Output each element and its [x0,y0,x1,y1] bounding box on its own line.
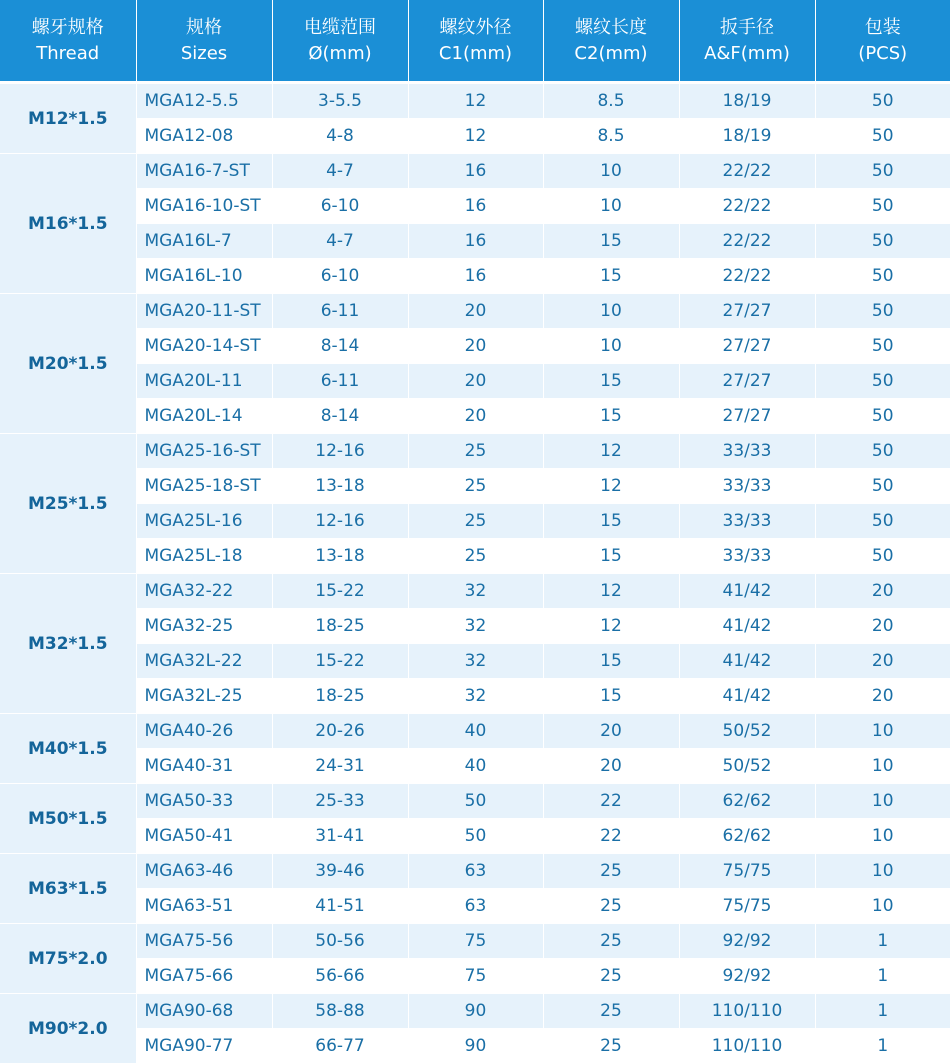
table-row [0,189,950,224]
af-cell: 62/62 [679,784,815,819]
model-cell: MGA32-22 [136,574,272,609]
header-pcs-en: (PCS) [816,41,950,67]
af-cell: 27/27 [679,329,815,364]
table-row [0,434,950,469]
af-cell: 110/110 [679,1029,815,1064]
table-row [0,679,950,714]
af-cell: 27/27 [679,399,815,434]
table-row [0,224,950,259]
pcs-cell: 50 [815,224,950,259]
cable-range-cell: 6-11 [272,364,408,399]
table-row [0,644,950,679]
c1-cell: 25 [408,504,543,539]
pcs-cell: 50 [815,83,950,119]
table-row [0,994,950,1029]
header-row [0,0,950,83]
pcs-cell: 50 [815,399,950,434]
pcs-cell: 1 [815,924,950,959]
c1-cell: 40 [408,714,543,749]
model-cell: MGA40-31 [136,749,272,784]
thread-cell: M75*2.0 [0,924,136,994]
af-cell: 33/33 [679,469,815,504]
af-cell: 62/62 [679,819,815,854]
af-cell: 22/22 [679,189,815,224]
model-cell: MGA32L-22 [136,644,272,679]
c2-cell: 25 [543,854,679,889]
c1-cell: 20 [408,364,543,399]
pcs-cell: 10 [815,889,950,924]
cable-range-cell: 4-7 [272,154,408,189]
model-cell: MGA25-18-ST [136,469,272,504]
c1-cell: 12 [408,83,543,119]
c1-cell: 25 [408,434,543,469]
af-cell: 75/75 [679,854,815,889]
thread-cell: M50*1.5 [0,784,136,854]
cable-range-cell: 8-14 [272,399,408,434]
af-cell: 27/27 [679,294,815,329]
cable-range-cell: 3-5.5 [272,83,408,119]
c2-cell: 10 [543,189,679,224]
cable-range-cell: 6-10 [272,189,408,224]
pcs-cell: 50 [815,539,950,574]
model-cell: MGA20-11-ST [136,294,272,329]
table-row [0,854,950,889]
model-cell: MGA32-25 [136,609,272,644]
model-cell: MGA20-14-ST [136,329,272,364]
header-af-zh: 扳手径 [680,15,815,41]
c1-cell: 90 [408,1029,543,1064]
cable-range-cell: 6-10 [272,259,408,294]
header-sizes-en: Sizes [137,41,272,67]
c1-cell: 32 [408,609,543,644]
c1-cell: 16 [408,154,543,189]
pcs-cell: 10 [815,749,950,784]
af-cell: 22/22 [679,259,815,294]
model-cell: MGA50-41 [136,819,272,854]
model-cell: MGA40-26 [136,714,272,749]
c2-cell: 12 [543,434,679,469]
c2-cell: 15 [543,364,679,399]
model-cell: MGA16-10-ST [136,189,272,224]
model-cell: MGA90-77 [136,1029,272,1064]
c2-cell: 15 [543,539,679,574]
cable-range-cell: 39-46 [272,854,408,889]
c1-cell: 40 [408,749,543,784]
c1-cell: 20 [408,294,543,329]
header-sizes [136,0,272,83]
cable-range-cell: 13-18 [272,539,408,574]
table-row [0,329,950,364]
c1-cell: 50 [408,784,543,819]
model-cell: MGA90-68 [136,994,272,1029]
model-cell: MGA16L-10 [136,259,272,294]
table-row [0,609,950,644]
thread-cell: M32*1.5 [0,574,136,714]
header-c1 [408,0,543,83]
pcs-cell: 50 [815,259,950,294]
cable-range-cell: 25-33 [272,784,408,819]
cable-range-cell: 13-18 [272,469,408,504]
af-cell: 92/92 [679,924,815,959]
c2-cell: 12 [543,609,679,644]
thread-cell: M16*1.5 [0,154,136,294]
table-row [0,574,950,609]
table-row [0,714,950,749]
pcs-cell: 1 [815,994,950,1029]
cable-range-cell: 18-25 [272,679,408,714]
thread-cell: M90*2.0 [0,994,136,1064]
c1-cell: 50 [408,819,543,854]
c2-cell: 15 [543,679,679,714]
table-row [0,294,950,329]
af-cell: 41/42 [679,679,815,714]
pcs-cell: 1 [815,959,950,994]
table-row [0,959,950,994]
af-cell: 50/52 [679,714,815,749]
c2-cell: 22 [543,784,679,819]
af-cell: 75/75 [679,889,815,924]
c1-cell: 16 [408,224,543,259]
c2-cell: 15 [543,259,679,294]
cable-range-cell: 56-66 [272,959,408,994]
pcs-cell: 50 [815,189,950,224]
cable-range-cell: 12-16 [272,504,408,539]
pcs-cell: 50 [815,294,950,329]
model-cell: MGA50-33 [136,784,272,819]
cable-range-cell: 15-22 [272,644,408,679]
thread-cell: M20*1.5 [0,294,136,434]
c1-cell: 32 [408,644,543,679]
c1-cell: 25 [408,469,543,504]
table-row [0,924,950,959]
model-cell: MGA20L-11 [136,364,272,399]
c2-cell: 10 [543,154,679,189]
af-cell: 41/42 [679,609,815,644]
cable-range-cell: 66-77 [272,1029,408,1064]
pcs-cell: 50 [815,154,950,189]
c2-cell: 12 [543,574,679,609]
cable-range-cell: 31-41 [272,819,408,854]
cable-range-cell: 12-16 [272,434,408,469]
cable-range-cell: 6-11 [272,294,408,329]
pcs-cell: 50 [815,434,950,469]
c2-cell: 20 [543,714,679,749]
cable-range-cell: 8-14 [272,329,408,364]
c1-cell: 63 [408,889,543,924]
c1-cell: 32 [408,679,543,714]
c2-cell: 8.5 [543,119,679,154]
model-cell: MGA16-7-ST [136,154,272,189]
header-c2-zh: 螺纹长度 [544,15,679,41]
cable-range-cell: 4-8 [272,119,408,154]
c2-cell: 25 [543,924,679,959]
af-cell: 18/19 [679,83,815,119]
af-cell: 33/33 [679,504,815,539]
table-row [0,259,950,294]
af-cell: 33/33 [679,539,815,574]
table-row [0,504,950,539]
c1-cell: 25 [408,539,543,574]
c1-cell: 16 [408,259,543,294]
thread-cell: M12*1.5 [0,83,136,154]
pcs-cell: 20 [815,609,950,644]
model-cell: MGA63-46 [136,854,272,889]
c1-cell: 20 [408,329,543,364]
model-cell: MGA25-16-ST [136,434,272,469]
header-pcs [815,0,950,83]
model-cell: MGA25L-18 [136,539,272,574]
pcs-cell: 50 [815,329,950,364]
table-header [0,0,950,83]
c1-cell: 75 [408,959,543,994]
c2-cell: 20 [543,749,679,784]
pcs-cell: 10 [815,714,950,749]
table-row [0,784,950,819]
cable-range-cell: 18-25 [272,609,408,644]
thread-cell: M25*1.5 [0,434,136,574]
table-row [0,819,950,854]
c2-cell: 12 [543,469,679,504]
c2-cell: 15 [543,644,679,679]
c1-cell: 16 [408,189,543,224]
c1-cell: 63 [408,854,543,889]
af-cell: 18/19 [679,119,815,154]
thread-cell: M40*1.5 [0,714,136,784]
table-row [0,364,950,399]
header-c1-en: C1(mm) [409,41,543,67]
af-cell: 22/22 [679,154,815,189]
pcs-cell: 50 [815,504,950,539]
header-thread-en: Thread [0,41,136,67]
af-cell: 33/33 [679,434,815,469]
header-af [679,0,815,83]
c2-cell: 25 [543,994,679,1029]
model-cell: MGA12-08 [136,119,272,154]
table-row [0,119,950,154]
c1-cell: 20 [408,399,543,434]
c1-cell: 90 [408,994,543,1029]
model-cell: MGA75-56 [136,924,272,959]
header-c1-zh: 螺纹外径 [409,15,543,41]
cable-range-cell: 41-51 [272,889,408,924]
cable-range-cell: 24-31 [272,749,408,784]
header-thread-zh: 螺牙规格 [0,15,136,41]
af-cell: 110/110 [679,994,815,1029]
table-row [0,399,950,434]
af-cell: 22/22 [679,224,815,259]
c1-cell: 32 [408,574,543,609]
c1-cell: 75 [408,924,543,959]
cable-range-cell: 4-7 [272,224,408,259]
thread-cell: M63*1.5 [0,854,136,924]
model-cell: MGA75-66 [136,959,272,994]
pcs-cell: 10 [815,854,950,889]
c2-cell: 15 [543,504,679,539]
pcs-cell: 1 [815,1029,950,1064]
c2-cell: 25 [543,889,679,924]
header-pcs-zh: 包装 [816,15,950,41]
model-cell: MGA16L-7 [136,224,272,259]
pcs-cell: 10 [815,784,950,819]
cable-range-cell: 50-56 [272,924,408,959]
c2-cell: 15 [543,224,679,259]
c2-cell: 25 [543,1029,679,1064]
c1-cell: 12 [408,119,543,154]
header-c2 [543,0,679,83]
table-body [0,83,950,1064]
pcs-cell: 10 [815,819,950,854]
table-row [0,83,950,119]
header-cable-range-zh: 电缆范围 [273,15,408,41]
header-thread [0,0,136,83]
c2-cell: 8.5 [543,83,679,119]
af-cell: 27/27 [679,364,815,399]
header-c2-en: C2(mm) [544,41,679,67]
c2-cell: 10 [543,294,679,329]
header-af-en: A&F(mm) [680,41,815,67]
af-cell: 92/92 [679,959,815,994]
model-cell: MGA12-5.5 [136,83,272,119]
cable-range-cell: 20-26 [272,714,408,749]
header-cable-range [272,0,408,83]
c2-cell: 10 [543,329,679,364]
model-cell: MGA25L-16 [136,504,272,539]
table-row [0,889,950,924]
pcs-cell: 20 [815,679,950,714]
table-row [0,749,950,784]
model-cell: MGA63-51 [136,889,272,924]
table-row [0,154,950,189]
header-sizes-zh: 规格 [137,15,272,41]
pcs-cell: 50 [815,364,950,399]
table-row [0,469,950,504]
table-row [0,539,950,574]
af-cell: 41/42 [679,574,815,609]
cable-range-cell: 15-22 [272,574,408,609]
cable-range-cell: 58-88 [272,994,408,1029]
c2-cell: 25 [543,959,679,994]
pcs-cell: 50 [815,469,950,504]
pcs-cell: 20 [815,574,950,609]
pcs-cell: 50 [815,119,950,154]
c2-cell: 15 [543,399,679,434]
model-cell: MGA20L-14 [136,399,272,434]
af-cell: 41/42 [679,644,815,679]
table-row [0,1029,950,1064]
model-cell: MGA32L-25 [136,679,272,714]
c2-cell: 22 [543,819,679,854]
pcs-cell: 20 [815,644,950,679]
af-cell: 50/52 [679,749,815,784]
header-cable-range-en: Ø(mm) [273,41,408,67]
